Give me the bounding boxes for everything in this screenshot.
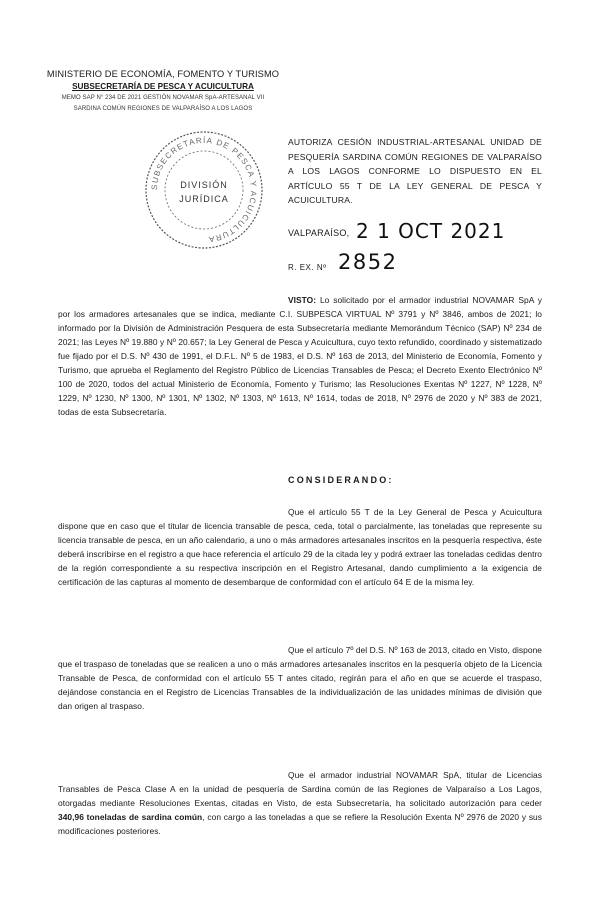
division-juridica-stamp — [140, 126, 268, 254]
considerando-3-text-a: Que el armador industrial NOVAMAR SpA, titular de Licencias Transables de Pesca Clase A en la unidad de pesquería de Sardina común de las Regiones de Valparaíso a Los Lagos, otorgadas mediante Resoluciones Exentas, citadas en Visto, de esta Subsecretaría, ha solicitado autorización para ceder — [58, 770, 542, 808]
considerando-3 — [58, 768, 542, 838]
memo-subject: SARDINA COMÚN REGIONES DE VALPARAÍSO A LOS LAGOS — [73, 106, 253, 112]
memo-reference: MEMO SAP N° 234 DE 2021 GESTIÓN NOVAMAR SpA-ARTESANAL VII — [61, 95, 265, 101]
place-label: VALPARAÍSO, — [288, 228, 350, 238]
letterhead — [38, 68, 288, 115]
subsecretaria-name: SUBSECRETARÍA DE PESCA Y ACUICULTURA — [72, 82, 254, 91]
rex-label: R. EX. Nº — [288, 263, 327, 272]
considerando-heading: CONSIDERANDO: — [288, 475, 394, 485]
resolution-title: AUTORIZA CESIÓN INDUSTRIAL-ARTESANAL UNIDAD DE PESQUERÍA SARDINA COMÚN REGIONES DE VALPARAÍSO A LOS LAGOS CONFORME LO DISPUESTO EN EL ARTÍCULO 55 T DE LA LEY GENERAL DE PESCA Y ACUICULTURA. — [288, 137, 542, 206]
stamp-line-1: DIVISIÓN — [180, 180, 228, 190]
considerando-3-tonnage: 340,96 toneladas de sardina común — [58, 812, 203, 822]
considerando-1-text: Que el artículo 55 T de la Ley General de Pesca y Acuicultura dispone que en caso que el titular de licencia transable de pesca, ceda, total o parcialmente, las toneladas que represente su licencia transable de pesca, en un año calendario, a uno o más armadores artesanales inscritos en la pesquería respectiva, éste deberá inscribirse en el registro a que hace referencia el artículo 29 de la citada ley y podrá extraer las toneladas cedidas dentro de la región correspondiente a su respectiva inscripción en el Registro Artesanal, dando cumplimiento a la exigencia de certificación de las capturas al momento de desembarque de conformidad con el artículo 64 E de la misma ley. — [58, 507, 542, 587]
rex-number: 2852 — [338, 250, 398, 274]
considerando-3-text-b: , con cargo a las toneladas a que se refiere la Resolución Exenta Nº 2976 de 2020 y sus modificaciones posteriores. — [58, 812, 543, 836]
visto-paragraph — [58, 293, 542, 419]
stamp-line-2: JURÍDICA — [179, 194, 229, 204]
ministry-name: MINISTERIO DE ECONOMÍA, FOMENTO Y TURISMO — [46, 69, 280, 79]
date-stamp: 2 1 OCT 2021 — [356, 219, 506, 243]
visto-label: VISTO: — [288, 295, 317, 305]
considerando-2-text: Que el artículo 7º del D.S. Nº 163 de 2013, citado en Visto, dispone que el traspaso de toneladas que se realicen a uno o más armadores artesanales inscritos en la pesquería objeto de la Licencia Transable de Pesca, de conformidad con el artículo 55 T antes citado, regirán para el año en que se acuerde el traspaso, dejándose constancia en el Registro de Licencias Transables de la individualización de las unidades mínimas de división que dan origen al traspaso. — [58, 645, 542, 711]
considerando-1 — [58, 505, 542, 589]
stamp-ring-text: SUBSECRETARÍA DE PESCA Y ACUICULTURA — [149, 135, 259, 244]
considerando-2 — [58, 643, 542, 713]
visto-text: Lo solicitado por el armador industrial NOVAMAR SpA y por los armadores artesanales que se indica, mediante C.I. SUBPESCA VIRTUAL Nº 3791 y Nº 3846, ambos de 2021; lo informado por la División de Administración Pesquera de esta Subsecretaría mediante Memorándum Técnico (SAP) Nº 234 de 2021; las Leyes Nº 19.880 y Nº 20.657; la Ley General de Pesca y Acuicultura, cuyo texto refundido, coordinado y sistematizado fue fijado por el D.S. Nº 430 de 1991, el D.F.L. Nº 5 de 1983, el D.S. Nº 163 de 2013, del Ministerio de Economía, Fomento y Turismo, que aprueba el Reglamento del Registro Público de Licencias Transables de Pesca; el Decreto Exento Electrónico Nº 100 de 2020, todos del actual Ministerio de Economía, Fomento y Turismo; las Resoluciones Exentas Nº 1227, Nº 1228, Nº 1229, Nº 1230, Nº 1300, Nº 1301, Nº 1302, Nº 1303, Nº 1613, Nº 1614, todas de 2018, Nº 2976 de 2020 y Nº 383 de 2021, todas de esta Subsecretaría. — [58, 295, 542, 417]
